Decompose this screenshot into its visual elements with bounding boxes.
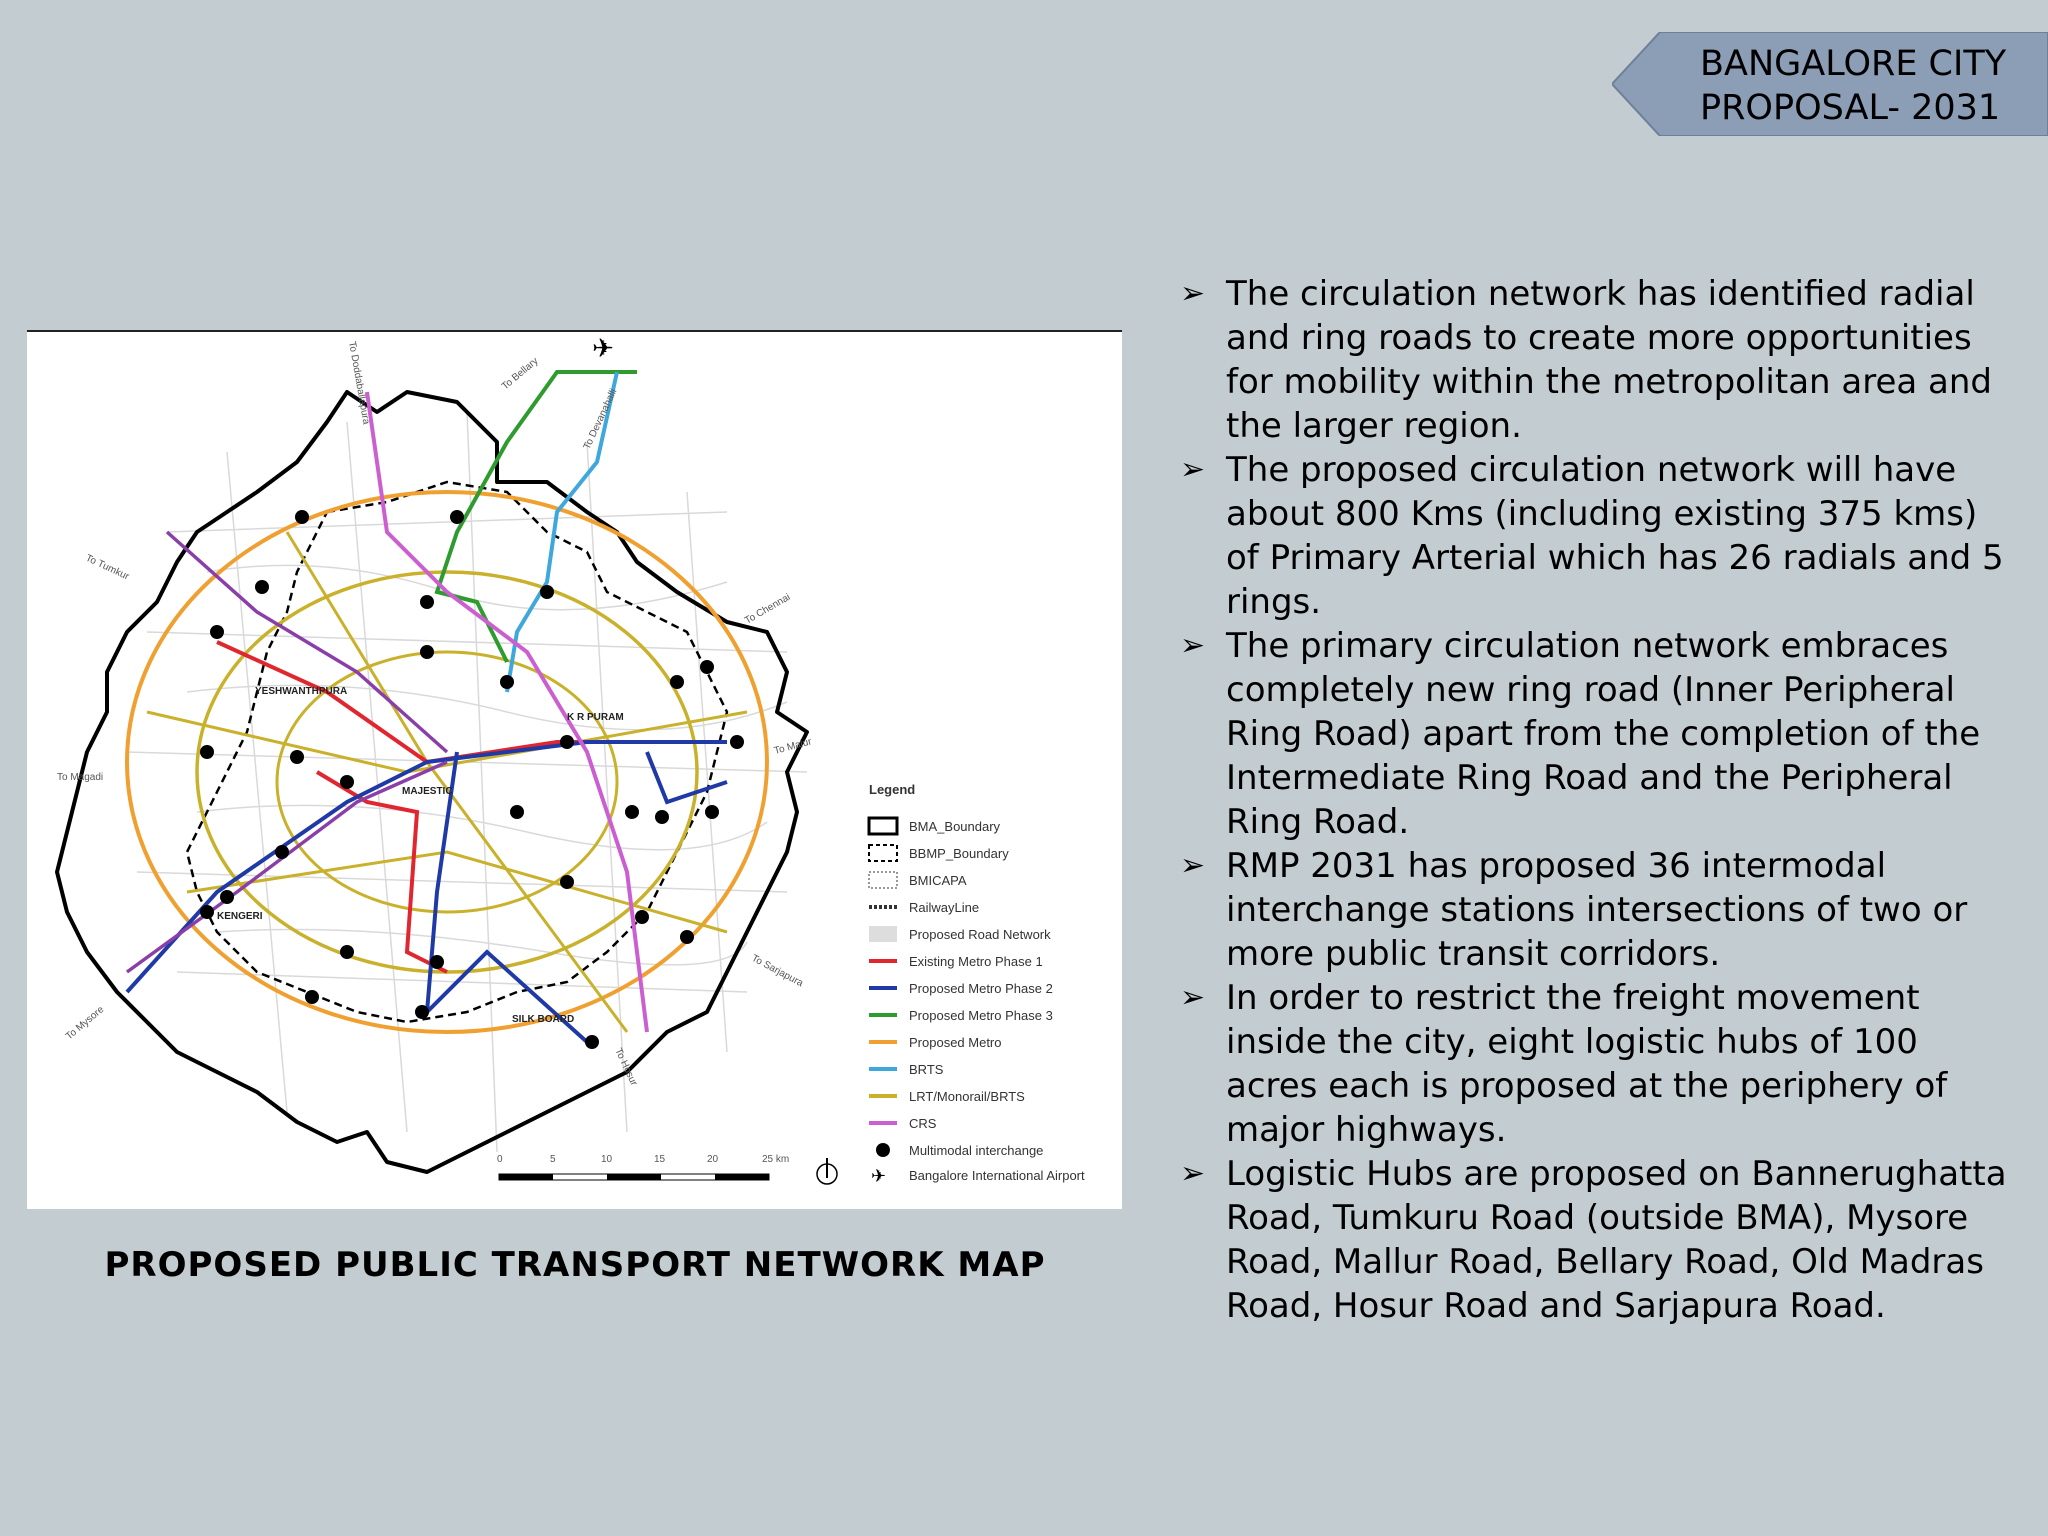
north-arrow-icon bbox=[817, 1158, 837, 1184]
scale-bar bbox=[497, 1154, 789, 1180]
banner-title bbox=[1700, 42, 2045, 130]
svg-text:0: 0 bbox=[497, 1154, 503, 1165]
legend-item-airport bbox=[871, 1166, 1085, 1187]
legend-item-road-network bbox=[869, 926, 1051, 942]
place-label-kengeri: KENGERI bbox=[217, 911, 263, 922]
legend-item-proposed-metro bbox=[869, 1035, 1002, 1050]
bullet-item bbox=[1178, 272, 2010, 448]
legend-title: Legend bbox=[869, 782, 916, 797]
svg-text:✈: ✈ bbox=[871, 1166, 887, 1187]
svg-text:CRS: CRS bbox=[909, 1116, 937, 1131]
place-label-majestic: MAJESTIC bbox=[402, 786, 453, 797]
bullet-arrow-icon: ➢ bbox=[1180, 276, 1206, 311]
dir-label-sarjapura: To Sarjapura bbox=[749, 952, 805, 990]
legend-item-metro-phase1 bbox=[869, 954, 1043, 969]
svg-text:Proposed Road Network: Proposed Road Network bbox=[909, 927, 1051, 942]
svg-text:Proposed Metro Phase 2: Proposed Metro Phase 2 bbox=[909, 981, 1053, 996]
svg-text:20: 20 bbox=[707, 1154, 719, 1165]
legend-item-brts bbox=[869, 1062, 944, 1077]
dir-label-magadi: To Magadi bbox=[57, 772, 104, 783]
dir-label-hosur: To Hosur bbox=[612, 1046, 640, 1088]
svg-text:LRT/Monorail/BRTS: LRT/Monorail/BRTS bbox=[909, 1089, 1025, 1104]
legend-item-bbmp-boundary bbox=[869, 845, 1009, 861]
bullet-text: The primary circulation network embraces completely new ring road (Inner Peripheral Ring Road) apart from the completion of the Intermediate Ring Road and the Peripheral Ring Road. bbox=[1226, 626, 1981, 842]
banner-title-line2: PROPOSAL- 2031 bbox=[1700, 88, 2001, 128]
airport-icon: ✈ bbox=[592, 334, 614, 364]
legend-item-metro-phase3 bbox=[869, 1008, 1053, 1023]
bullet-arrow-icon: ➢ bbox=[1180, 452, 1206, 487]
bullet-text: The circulation network has identified radial and ring roads to create more opportunities for mobility within the metropolitan area and the larger region. bbox=[1226, 274, 1992, 446]
svg-text:Multimodal interchange: Multimodal interchange bbox=[909, 1143, 1044, 1158]
bullet-arrow-icon: ➢ bbox=[1180, 980, 1206, 1015]
transport-network-map bbox=[27, 330, 1122, 1209]
svg-text:10: 10 bbox=[601, 1154, 613, 1165]
svg-text:Existing Metro Phase 1: Existing Metro Phase 1 bbox=[909, 954, 1043, 969]
svg-text:BMICAPA: BMICAPA bbox=[909, 873, 967, 888]
legend-item-crs bbox=[869, 1116, 937, 1131]
place-label-kr-puram: K R PURAM bbox=[567, 712, 624, 723]
svg-text:25 km: 25 km bbox=[762, 1154, 790, 1165]
legend-item-metro-phase2 bbox=[869, 981, 1053, 996]
bullet-item bbox=[1178, 976, 2010, 1152]
banner-title-line1: BANGALORE CITY bbox=[1700, 44, 2007, 84]
dir-label-bellary: To Bellary bbox=[499, 355, 541, 393]
dir-label-mysore: To Mysore bbox=[63, 1004, 107, 1043]
bullet-list bbox=[1178, 272, 2010, 1328]
metro-phase2-line-south bbox=[427, 752, 727, 1042]
bullet-item bbox=[1178, 1152, 2010, 1328]
dir-label-devanahalli: To Devanahalli bbox=[581, 387, 620, 452]
bma-boundary bbox=[57, 392, 807, 1172]
dir-label-chennai: To Chennai bbox=[743, 591, 793, 627]
bullet-text: RMP 2031 has proposed 36 intermodal interchange stations intersections of two or more public transit corridors. bbox=[1226, 846, 1968, 974]
place-label-silk-board: SILK BOARD bbox=[512, 1014, 575, 1025]
place-label-yeshwanthpura: YESHWANTHPURA bbox=[255, 686, 348, 697]
bullet-text: In order to restrict the freight movement inside the city, eight logistic hubs of 100 acres each is proposed at the periphery of major highways. bbox=[1226, 978, 1948, 1150]
dir-label-tumkur: To Tumkur bbox=[83, 552, 131, 583]
dir-label-malur: To Malur bbox=[772, 736, 813, 757]
bullet-item bbox=[1178, 844, 2010, 976]
legend-item-railway bbox=[869, 900, 979, 915]
svg-text:Bangalore International Airpor: Bangalore International Airport bbox=[909, 1168, 1085, 1183]
legend-item-lrt bbox=[869, 1089, 1025, 1104]
legend-item-bma-boundary bbox=[869, 818, 1001, 834]
bullet-arrow-icon: ➢ bbox=[1180, 628, 1206, 663]
metro-phase1-line-ns bbox=[317, 772, 447, 972]
svg-text:Proposed Metro Phase 3: Proposed Metro Phase 3 bbox=[909, 1008, 1053, 1023]
map-caption: PROPOSED PUBLIC TRANSPORT NETWORK MAP bbox=[104, 1245, 1046, 1285]
svg-text:BRTS: BRTS bbox=[909, 1062, 944, 1077]
bullet-text: Logistic Hubs are proposed on Bannerughatta Road, Tumkuru Road (outside BMA), Mysore Road, Mallur Road, Bellary Road, Old Madras Road, Hosur Road and Sarjapura Road. bbox=[1226, 1154, 2007, 1326]
svg-text:5: 5 bbox=[550, 1154, 556, 1165]
bullet-arrow-icon: ➢ bbox=[1180, 1156, 1206, 1191]
title-banner bbox=[1612, 32, 2048, 136]
bullet-item bbox=[1178, 448, 2010, 624]
bullet-text: The proposed circulation network will have about 800 Kms (including existing 375 kms) of Primary Arterial which has 26 radials and 5 rings. bbox=[1226, 450, 2004, 622]
svg-text:BBMP_Boundary: BBMP_Boundary bbox=[909, 846, 1009, 861]
road-network-background bbox=[127, 412, 807, 1152]
legend-item-interchange bbox=[876, 1143, 1043, 1158]
svg-text:BMA_Boundary: BMA_Boundary bbox=[909, 819, 1001, 834]
map-canvas bbox=[27, 332, 1122, 1209]
svg-text:Proposed Metro: Proposed Metro bbox=[909, 1035, 1002, 1050]
map-legend bbox=[869, 782, 1085, 1187]
bullet-arrow-icon: ➢ bbox=[1180, 848, 1206, 883]
svg-text:RailwayLine: RailwayLine bbox=[909, 900, 980, 915]
svg-text:15: 15 bbox=[654, 1154, 666, 1165]
dir-label-doddaballapura: To Doddaballapura bbox=[346, 340, 372, 426]
bullet-item bbox=[1178, 624, 2010, 844]
legend-item-bmicapa bbox=[869, 872, 967, 888]
